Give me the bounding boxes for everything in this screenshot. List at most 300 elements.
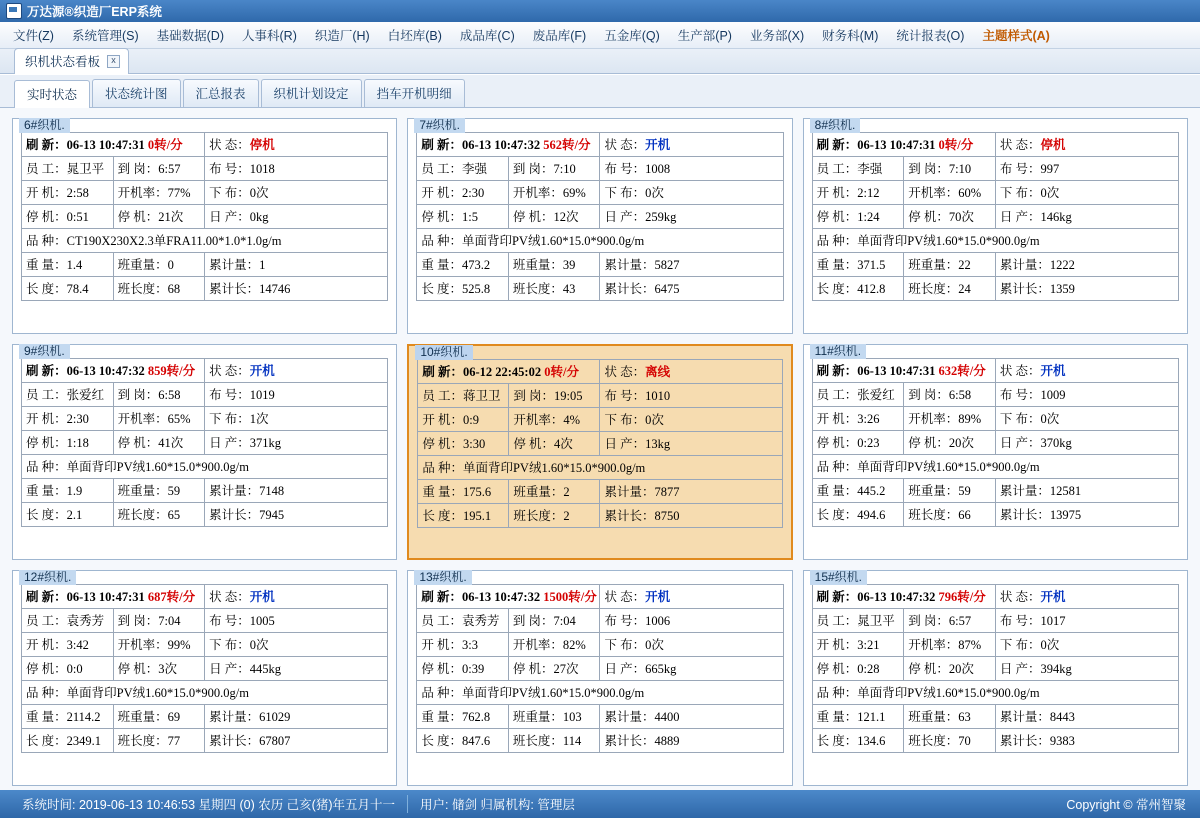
- daily-label: 日 产：: [604, 662, 646, 676]
- total-weight-label: 累计量：: [604, 485, 655, 499]
- rpm-value: 0转/分: [147, 138, 183, 152]
- table-row: [812, 479, 1178, 503]
- table-row: [418, 480, 782, 504]
- run-value: 3:26: [857, 412, 880, 426]
- stop-times-cell: [904, 205, 996, 229]
- total-length-value: 67807: [259, 734, 291, 748]
- refresh-label: 刷 新：: [816, 138, 858, 152]
- stop-value: 0:39: [461, 662, 485, 676]
- variety-label: 品 种：: [26, 460, 67, 474]
- length-label: 长 度：: [26, 734, 67, 748]
- variety-value: 单面背印PV绒1.60*15.0*900.0g/m: [462, 461, 646, 475]
- menu-item-hardware-warehouse[interactable]: 五金库(Q): [604, 29, 660, 43]
- length-label: 长 度：: [422, 509, 463, 523]
- arrive-label: 到 岗：: [908, 614, 949, 628]
- weight-value: 175.6: [462, 485, 492, 499]
- length-cell: [22, 503, 114, 527]
- variety-label: 品 种：: [421, 686, 462, 700]
- staff-value: 袁秀芳: [66, 614, 105, 628]
- loom-card[interactable]: [407, 570, 792, 786]
- title-bar: [0, 0, 1200, 22]
- table-row: [417, 133, 783, 157]
- state-cell: [600, 133, 783, 157]
- refresh-label: 刷 新：: [421, 138, 462, 152]
- cloth-no-value: 1018: [249, 162, 275, 176]
- state-cell: [205, 585, 388, 609]
- length-label: 长 度：: [421, 282, 462, 296]
- run-rate-cell: [904, 181, 996, 205]
- table-row: [812, 359, 1178, 383]
- run-value: 2:12: [857, 186, 880, 200]
- variety-value: 单面背印PV绒1.60*15.0*900.0g/m: [857, 234, 1040, 248]
- cloth-no-label: 布 号：: [209, 162, 250, 176]
- total-weight-value: 1: [259, 258, 266, 272]
- weight-cell: [22, 479, 114, 503]
- loom-detail-table: [812, 358, 1179, 527]
- staff-value: 晁卫平: [857, 614, 895, 628]
- status-bar: [0, 790, 1200, 818]
- weight-label: 重 量：: [26, 258, 67, 272]
- run-rate-value: 89%: [958, 412, 982, 426]
- length-label: 长 度：: [26, 282, 67, 296]
- shift-weight-value: 22: [958, 258, 971, 272]
- stop-times-cell: [113, 657, 205, 681]
- stop-times-label: 停 机：: [908, 210, 949, 224]
- shift-length-value: 24: [958, 282, 971, 296]
- staff-value: 李强: [461, 162, 487, 176]
- length-value: 78.4: [66, 282, 89, 296]
- run-label: 开 机：: [421, 186, 462, 200]
- state-cell: [600, 585, 783, 609]
- run-cell: [417, 181, 509, 205]
- table-row: [812, 383, 1178, 407]
- daily-cell: [995, 431, 1178, 455]
- shift-length-cell: [113, 277, 205, 301]
- stop-times-cell: [508, 657, 600, 681]
- variety-label: 品 种：: [816, 686, 858, 700]
- stop-times-cell: [508, 205, 600, 229]
- document-tab-label: 织机状态看板: [25, 55, 101, 69]
- run-rate-value: 60%: [958, 186, 982, 200]
- rpm-value: 1500转/分: [543, 590, 597, 604]
- down-cloth-value: 0次: [645, 638, 664, 652]
- daily-value: 371kg: [249, 436, 282, 450]
- shift-length-value: 2: [563, 509, 570, 523]
- run-rate-cell: [113, 181, 205, 205]
- staff-label: 员 工：: [422, 389, 463, 403]
- tab-realtime-status[interactable]: 实时状态: [14, 80, 90, 108]
- daily-label: 日 产：: [209, 662, 250, 676]
- cloth-no-value: 1019: [249, 388, 275, 402]
- state-label: 状 态：: [604, 590, 646, 604]
- run-cell: [22, 181, 114, 205]
- table-row: [22, 585, 388, 609]
- stop-times-cell: [113, 205, 205, 229]
- weight-value: 121.1: [857, 710, 886, 724]
- cloth-no-cell: [205, 157, 388, 181]
- run-rate-cell: [509, 408, 600, 432]
- daily-value: 146kg: [1040, 210, 1072, 224]
- staff-cell: [417, 609, 509, 633]
- loom-detail-table: [21, 358, 388, 527]
- loom-card[interactable]: [803, 570, 1188, 786]
- refresh-value: 06-13 10:47:32: [66, 364, 145, 378]
- table-row: [22, 407, 388, 431]
- loom-detail-table: [417, 359, 782, 528]
- status-user-info: 用户: 储剑 归属机构: 管理层: [420, 798, 575, 812]
- staff-value: 蒋卫卫: [462, 389, 501, 403]
- run-cell: [812, 407, 904, 431]
- tab-operator-startup-detail[interactable]: 挡车开机明细: [364, 79, 465, 107]
- cloth-no-value: 1017: [1040, 614, 1066, 628]
- state-cell: [205, 359, 388, 383]
- cloth-no-label: 布 号：: [209, 614, 250, 628]
- menu-bar: [0, 22, 1200, 49]
- shift-weight-value: 39: [562, 258, 576, 272]
- length-value: 134.6: [857, 734, 886, 748]
- loom-title: 7#织机.: [414, 118, 465, 133]
- rpm-value: 562转/分: [543, 138, 591, 152]
- stop-value: 3:30: [462, 437, 486, 451]
- shift-weight-value: 103: [562, 710, 582, 724]
- daily-value: 13kg: [645, 437, 671, 451]
- menu-item-greige-warehouse[interactable]: 白坯库(B): [387, 29, 442, 43]
- stop-label: 停 机：: [26, 210, 67, 224]
- daily-label: 日 产：: [209, 210, 250, 224]
- stop-cell: [418, 432, 509, 456]
- variety-value: 单面背印PV绒1.60*15.0*900.0g/m: [461, 686, 645, 700]
- length-cell: [812, 729, 904, 753]
- loom-detail-table: [812, 584, 1179, 753]
- stop-label: 停 机：: [816, 662, 858, 676]
- shift-length-value: 70: [958, 734, 971, 748]
- tab-status-chart[interactable]: 状态统计图: [92, 79, 181, 107]
- total-weight-label: 累计量：: [209, 710, 260, 724]
- table-row: [417, 681, 783, 705]
- shift-length-cell: [904, 277, 996, 301]
- table-row: [22, 205, 388, 229]
- weight-cell: [417, 253, 509, 277]
- menu-item-system[interactable]: 系统管理(S): [71, 29, 139, 43]
- variety-cell: [417, 681, 783, 705]
- total-length-value: 8750: [654, 509, 680, 523]
- refresh-cell: [812, 133, 995, 157]
- variety-label: 品 种：: [26, 686, 67, 700]
- length-cell: [418, 504, 509, 528]
- variety-cell: [812, 455, 1178, 479]
- table-row: [418, 360, 782, 384]
- variety-cell: [417, 229, 783, 253]
- menu-item-basedata[interactable]: 基础数据(D): [156, 29, 224, 43]
- table-row: [22, 633, 388, 657]
- staff-label: 员 工：: [816, 614, 858, 628]
- variety-cell: [418, 456, 782, 480]
- state-cell: [205, 133, 388, 157]
- stop-times-label: 停 机：: [908, 662, 949, 676]
- stop-label: 停 机：: [422, 437, 463, 451]
- rpm-value: 859转/分: [147, 364, 196, 378]
- down-cloth-value: 0次: [1040, 186, 1060, 200]
- stop-value: 1:18: [66, 436, 89, 450]
- run-value: 3:21: [857, 638, 880, 652]
- shift-length-value: 68: [167, 282, 181, 296]
- daily-cell: [205, 431, 388, 455]
- stop-times-label: 停 机：: [908, 436, 949, 450]
- loom-card[interactable]: [407, 344, 792, 560]
- menu-item-reports[interactable]: 统计报表(O): [896, 29, 965, 43]
- dashboard-panel: [0, 74, 1200, 790]
- daily-value: 370kg: [1040, 436, 1072, 450]
- menu-item-finished-warehouse[interactable]: 成品库(C): [459, 29, 515, 43]
- length-label: 长 度：: [816, 508, 858, 522]
- run-rate-value: 65%: [167, 412, 191, 426]
- stop-times-cell: [904, 431, 996, 455]
- menu-item-hr[interactable]: 人事科(R): [242, 29, 297, 43]
- total-length-label: 累计长：: [999, 282, 1050, 296]
- stop-cell: [812, 431, 904, 455]
- shift-length-value: 66: [958, 508, 971, 522]
- arrive-cell: [904, 609, 996, 633]
- menu-item-file[interactable]: 文件(Z): [13, 29, 54, 43]
- refresh-cell: [417, 585, 600, 609]
- total-weight-label: 累计量：: [999, 484, 1050, 498]
- length-value: 847.6: [461, 734, 491, 748]
- shift-weight-label: 班重量：: [908, 484, 959, 498]
- shift-weight-value: 2: [563, 485, 570, 499]
- weight-value: 371.5: [857, 258, 886, 272]
- state-label: 状 态：: [604, 365, 646, 379]
- state-label: 状 态：: [209, 138, 250, 152]
- variety-cell: [22, 455, 388, 479]
- state-label: 状 态：: [209, 364, 250, 378]
- shift-length-label: 班长度：: [908, 508, 959, 522]
- rpm-value: 796转/分: [938, 590, 986, 604]
- stop-times-label: 停 机：: [117, 662, 159, 676]
- down-cloth-label: 下 布：: [604, 186, 646, 200]
- table-row: [22, 181, 388, 205]
- daily-cell: [995, 657, 1178, 681]
- run-label: 开 机：: [26, 412, 67, 426]
- arrive-value: 19:05: [554, 389, 583, 403]
- run-value: 2:58: [66, 186, 89, 200]
- staff-value: 袁秀芳: [461, 614, 500, 628]
- weight-cell: [812, 253, 904, 277]
- cloth-no-cell: [205, 609, 388, 633]
- refresh-value: 06-13 10:47:31: [66, 590, 145, 604]
- refresh-label: 刷 新：: [26, 364, 67, 378]
- arrive-value: 6:58: [948, 388, 972, 402]
- loom-title: 8#织机.: [810, 118, 861, 133]
- stop-label: 停 机：: [421, 210, 462, 224]
- shift-length-cell: [113, 729, 205, 753]
- arrive-cell: [113, 157, 205, 181]
- staff-label: 员 工：: [26, 162, 67, 176]
- total-weight-cell: [600, 480, 782, 504]
- table-row: [417, 253, 783, 277]
- cloth-no-cell: [995, 157, 1178, 181]
- staff-cell: [22, 609, 114, 633]
- loom-card[interactable]: [12, 118, 397, 334]
- loom-card[interactable]: [407, 118, 792, 334]
- shift-weight-label: 班重量：: [117, 258, 168, 272]
- loom-grid: [0, 107, 1200, 790]
- table-row: [22, 609, 388, 633]
- run-label: 开 机：: [26, 638, 67, 652]
- variety-cell: [812, 681, 1178, 705]
- shift-weight-value: 69: [167, 710, 181, 724]
- shift-weight-cell: [508, 253, 600, 277]
- total-weight-label: 累计量：: [999, 710, 1050, 724]
- table-row: [812, 455, 1178, 479]
- rpm-value: 687转/分: [147, 590, 196, 604]
- loom-detail-table: [416, 584, 783, 753]
- menu-item-scrap-warehouse[interactable]: 废品库(F): [532, 29, 587, 43]
- rpm-value: 0转/分: [938, 138, 974, 152]
- run-cell: [417, 633, 509, 657]
- status-left: [10, 795, 587, 813]
- down-cloth-label: 下 布：: [999, 186, 1041, 200]
- rpm-value: 632转/分: [938, 364, 986, 378]
- menu-item-theme[interactable]: 主题样式(A): [982, 29, 1050, 43]
- close-icon[interactable]: x: [107, 55, 120, 68]
- document-tab-strip: [0, 49, 1200, 74]
- refresh-cell: [812, 359, 995, 383]
- weight-value: 445.2: [857, 484, 886, 498]
- refresh-value: 06-13 10:47:31: [857, 364, 936, 378]
- loom-card[interactable]: [12, 570, 397, 786]
- total-weight-cell: [995, 253, 1178, 277]
- daily-cell: [600, 657, 783, 681]
- refresh-cell: [418, 360, 600, 384]
- length-value: 525.8: [461, 282, 491, 296]
- table-row: [418, 456, 782, 480]
- daily-value: 394kg: [1040, 662, 1072, 676]
- table-row: [22, 229, 388, 253]
- total-length-value: 4889: [654, 734, 680, 748]
- arrive-value: 6:57: [158, 162, 181, 176]
- shift-weight-cell: [113, 479, 205, 503]
- length-cell: [22, 277, 114, 301]
- menu-item-production[interactable]: 生产部(P): [677, 29, 732, 43]
- total-weight-label: 累计量：: [209, 484, 260, 498]
- refresh-label: 刷 新：: [26, 590, 67, 604]
- run-value: 2:30: [66, 412, 89, 426]
- state-value: 停机: [1040, 138, 1066, 152]
- run-rate-value: 77%: [167, 186, 191, 200]
- refresh-label: 刷 新：: [422, 365, 463, 379]
- cloth-no-cell: [205, 383, 388, 407]
- staff-cell: [812, 609, 904, 633]
- loom-card[interactable]: [12, 344, 397, 560]
- table-row: [417, 157, 783, 181]
- weight-label: 重 量：: [26, 484, 67, 498]
- table-row: [812, 133, 1178, 157]
- variety-label: 品 种：: [816, 234, 858, 248]
- cloth-no-label: 布 号：: [604, 162, 646, 176]
- run-label: 开 机：: [421, 638, 462, 652]
- stop-times-value: 41次: [158, 436, 184, 450]
- tab-loom-plan-settings[interactable]: 织机计划设定: [261, 79, 362, 107]
- shift-weight-cell: [508, 705, 600, 729]
- length-label: 长 度：: [421, 734, 462, 748]
- table-row: [812, 503, 1178, 527]
- menu-item-business[interactable]: 业务部(X): [749, 29, 805, 43]
- menu-item-weaving[interactable]: 织造厂(H): [314, 29, 370, 43]
- stop-label: 停 机：: [816, 436, 858, 450]
- down-cloth-cell: [205, 407, 388, 431]
- tab-summary-report[interactable]: 汇总报表: [183, 79, 259, 107]
- loom-card[interactable]: [803, 118, 1188, 334]
- total-length-label: 累计长：: [604, 734, 655, 748]
- state-value: 开机: [645, 138, 671, 152]
- shift-length-label: 班长度：: [512, 282, 563, 296]
- loom-card[interactable]: [803, 344, 1188, 560]
- variety-cell: [22, 229, 388, 253]
- state-value: 开机: [249, 364, 275, 378]
- state-cell: [995, 359, 1178, 383]
- table-row: [22, 681, 388, 705]
- total-weight-label: 累计量：: [604, 258, 655, 272]
- document-tab-loom-dashboard[interactable]: [14, 48, 129, 74]
- total-length-label: 累计长：: [209, 282, 260, 296]
- table-row: [417, 229, 783, 253]
- table-row: [418, 408, 782, 432]
- table-row: [22, 479, 388, 503]
- shift-length-label: 班长度：: [117, 508, 168, 522]
- state-cell: [995, 585, 1178, 609]
- loom-title: 13#织机.: [414, 570, 471, 585]
- run-label: 开 机：: [422, 413, 463, 427]
- total-weight-value: 4400: [654, 710, 680, 724]
- refresh-value: 06-13 10:47:31: [857, 138, 936, 152]
- shift-weight-label: 班重量：: [513, 485, 564, 499]
- stop-value: 0:0: [66, 662, 83, 676]
- length-value: 2.1: [66, 508, 83, 522]
- arrive-label: 到 岗：: [908, 388, 949, 402]
- status-system-time: 系统时间: 2019-06-13 10:46:53 星期四 (0) 农历 己亥(猪)年五月十一: [10, 795, 408, 813]
- stop-label: 停 机：: [816, 210, 858, 224]
- arrive-cell: [508, 157, 600, 181]
- total-length-value: 6475: [654, 282, 680, 296]
- refresh-label: 刷 新：: [816, 590, 858, 604]
- total-length-cell: [205, 277, 388, 301]
- run-rate-value: 82%: [562, 638, 586, 652]
- menu-item-finance[interactable]: 财务科(M): [822, 29, 879, 43]
- run-rate-cell: [508, 181, 600, 205]
- total-weight-cell: [600, 705, 783, 729]
- shift-weight-value: 63: [958, 710, 971, 724]
- shift-weight-label: 班重量：: [512, 258, 563, 272]
- shift-weight-cell: [904, 705, 996, 729]
- down-cloth-value: 0次: [249, 186, 269, 200]
- weight-cell: [22, 253, 114, 277]
- daily-label: 日 产：: [999, 436, 1041, 450]
- length-label: 长 度：: [26, 508, 67, 522]
- shift-length-cell: [113, 503, 205, 527]
- shift-weight-value: 0: [167, 258, 174, 272]
- length-cell: [417, 729, 509, 753]
- table-row: [417, 609, 783, 633]
- run-cell: [812, 181, 904, 205]
- stop-cell: [812, 657, 904, 681]
- total-length-value: 7945: [259, 508, 285, 522]
- stop-value: 0:23: [857, 436, 880, 450]
- table-row: [812, 157, 1178, 181]
- variety-value: 单面背印PV绒1.60*15.0*900.0g/m: [857, 460, 1040, 474]
- weight-cell: [417, 705, 509, 729]
- stop-value: 1:24: [857, 210, 880, 224]
- stop-cell: [22, 657, 114, 681]
